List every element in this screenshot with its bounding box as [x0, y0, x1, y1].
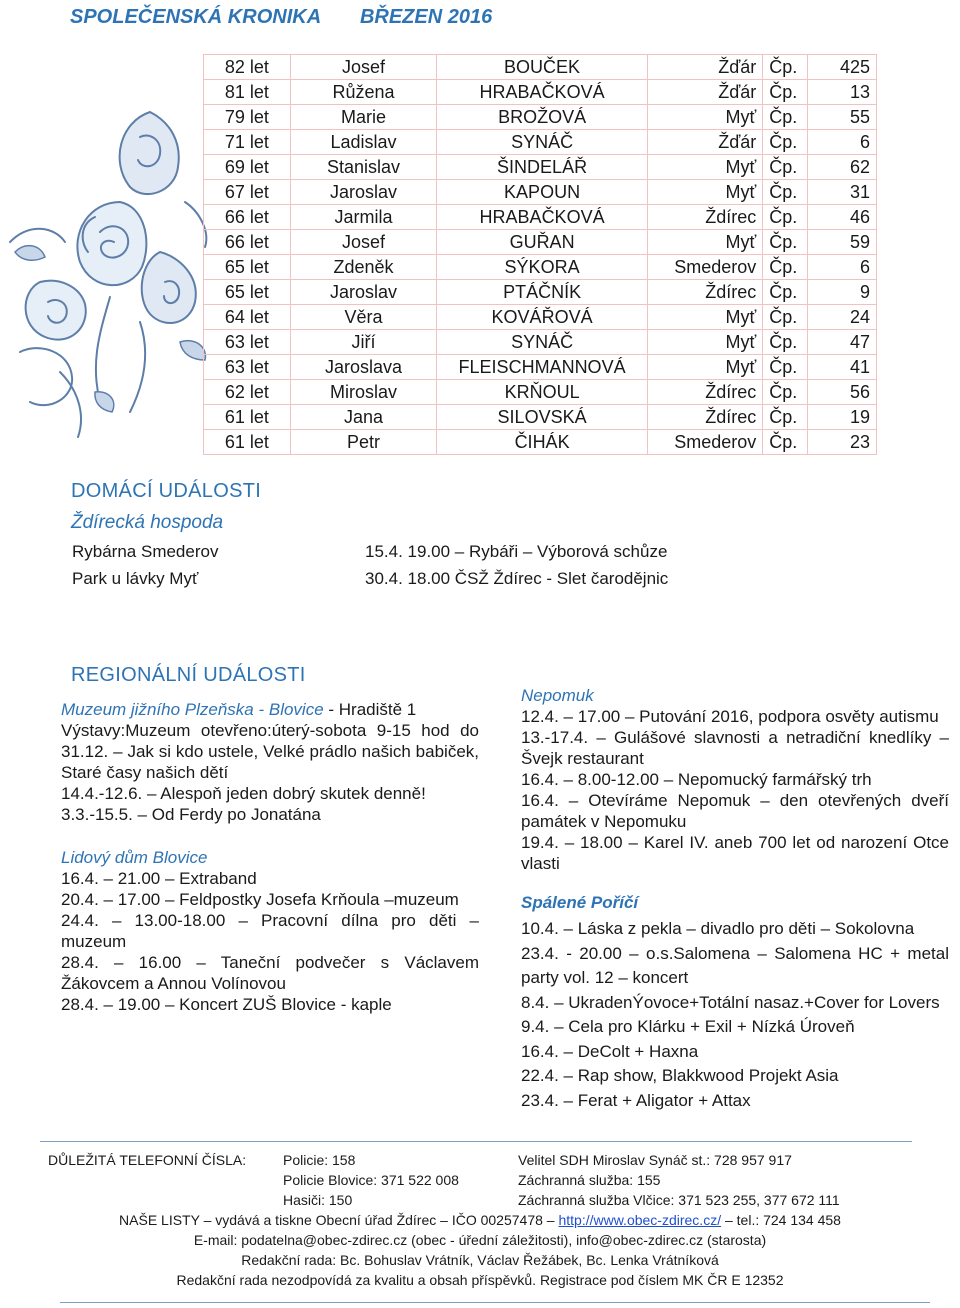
regional-left-column	[61, 699, 479, 1015]
birthday-row	[204, 55, 877, 80]
domestic-event: 30.4. 18.00 ČSŽ Ždírec - Slet čarodějnic	[365, 569, 669, 588]
age-cell: 82 let	[204, 55, 291, 80]
museum-address: - Hradiště 1	[323, 700, 417, 719]
website-link[interactable]: http://www.obec-zdirec.cz/	[558, 1212, 722, 1228]
house-number-cell: 56	[807, 380, 876, 405]
age-cell: 63 let	[204, 355, 291, 380]
lidovy-dum-item: 24.4. – 13.00-18.00 – Pracovní dílna pro děti – muzeum	[61, 911, 479, 951]
cp-label-cell: Čp.	[763, 280, 808, 305]
age-cell: 65 let	[204, 255, 291, 280]
domestic-venue: Ždírecká hospoda	[71, 512, 224, 533]
first-name-cell: Stanislav	[290, 155, 437, 180]
town-cell: Smederov	[647, 430, 762, 455]
spalene-item: 22.4. – Rap show, Blakkwood Projekt Asia	[521, 1066, 839, 1085]
spalene-item: 16.4. – DeColt + Haxna	[521, 1041, 699, 1061]
cp-label-cell: Čp.	[763, 330, 808, 355]
phones-label: DŮLEŽITÁ TELEFONNÍ ČÍSLA:	[48, 1152, 247, 1168]
house-number-cell: 9	[807, 280, 876, 305]
lidovy-dum-item: 28.4. – 19.00 – Koncert ZUŠ Blovice - kaple	[61, 995, 392, 1014]
spalene-list	[521, 917, 949, 1113]
birthday-table	[203, 54, 877, 455]
email-line: E-mail: podatelna@obec-zdirec.cz (obec - úřední záležitosti), info@obec-zdirec.cz (starosta)	[193, 1232, 767, 1248]
birthday-row	[204, 255, 877, 280]
last-name-cell: FLEISCHMANNOVÁ	[437, 355, 648, 380]
age-cell: 81 let	[204, 80, 291, 105]
last-name-cell: SYNÁČ	[437, 330, 648, 355]
cp-label-cell: Čp.	[763, 355, 808, 380]
museum-line: 14.4.-12.6. – Alespoň jeden dobrý skutek denně!	[61, 784, 426, 803]
first-name-cell: Jana	[290, 405, 437, 430]
town-cell: Myť	[647, 305, 762, 330]
spalene-name: Spálené Poříčí	[521, 893, 639, 912]
nepomuk-item: 12.4. – 17.00 – Putování 2016, podpora osvěty autismu	[521, 707, 939, 726]
lidovy-dum-item: 20.4. – 17.00 – Feldpostky Josefa Krňoula –muzeum	[61, 890, 459, 909]
last-name-cell: SILOVSKÁ	[437, 405, 648, 430]
museum-title-line	[61, 699, 479, 720]
domestic-event: 15.4. 19.00 – Rybáři – Výborová schůze	[365, 542, 668, 561]
first-name-cell: Josef	[290, 55, 437, 80]
town-cell: Myť	[647, 230, 762, 255]
phone-entry: Velitel SDH Miroslav Synáč st.: 728 957 917	[518, 1152, 792, 1168]
first-name-cell: Jaroslav	[290, 280, 437, 305]
editorial-board: Redakční rada: Bc. Bohuslav Vrátník, Václav Řežábek, Bc. Lenka Vrátníková	[241, 1252, 719, 1268]
last-name-cell: BOUČEK	[437, 55, 648, 80]
disclaimer: Redakční rada nezodpovídá za kvalitu a obsah příspěvků. Registrace pod číslem MK ČR E 12352	[176, 1272, 784, 1288]
first-name-cell: Jaroslav	[290, 180, 437, 205]
lidovy-dum-item: 28.4. – 16.00 – Taneční podvečer s Václavem Žákovcem a Annou Volínovou	[61, 953, 479, 993]
age-cell: 63 let	[204, 330, 291, 355]
town-cell: Ždírec	[647, 205, 762, 230]
cp-label-cell: Čp.	[763, 380, 808, 405]
footer-divider-top	[40, 1141, 912, 1142]
domestic-place: Rybárna Smederov	[72, 542, 219, 561]
first-name-cell: Růžena	[290, 80, 437, 105]
birthday-row	[204, 355, 877, 380]
house-number-cell: 19	[807, 405, 876, 430]
age-cell: 67 let	[204, 180, 291, 205]
age-cell: 61 let	[204, 405, 291, 430]
town-cell: Smederov	[647, 255, 762, 280]
cp-label-cell: Čp.	[763, 180, 808, 205]
lidovy-dum-item: 16.4. – 21.00 – Extraband	[61, 869, 257, 888]
age-cell: 64 let	[204, 305, 291, 330]
chronicle-month: BŘEZEN 2016	[359, 6, 493, 28]
page-title	[70, 6, 492, 29]
nepomuk-item: 19.4. – 18.00 – Karel IV. aneb 700 let od narození Otce vlasti	[521, 833, 949, 873]
birthday-row	[204, 330, 877, 355]
age-cell: 61 let	[204, 430, 291, 455]
chronicle-title: SPOLEČENSKÁ KRONIKA	[70, 6, 321, 28]
house-number-cell: 62	[807, 155, 876, 180]
first-name-cell: Jaroslava	[290, 355, 437, 380]
museum-line: 3.3.-15.5. – Od Ferdy po Jonatána	[61, 805, 321, 824]
publisher-text: NAŠE LISTY – vydává a tiskne Obecní úřad Ždírec – IČO 00257478 –	[119, 1212, 559, 1228]
cp-label-cell: Čp.	[763, 155, 808, 180]
house-number-cell: 23	[807, 430, 876, 455]
first-name-cell: Josef	[290, 230, 437, 255]
first-name-cell: Petr	[290, 430, 437, 455]
first-name-cell: Jiří	[290, 330, 437, 355]
house-number-cell: 47	[807, 330, 876, 355]
cp-label-cell: Čp.	[763, 130, 808, 155]
last-name-cell: ČIHÁK	[437, 430, 648, 455]
last-name-cell: SÝKORA	[437, 255, 648, 280]
last-name-cell: GUŘAN	[437, 230, 648, 255]
cp-label-cell: Čp.	[763, 230, 808, 255]
cp-label-cell: Čp.	[763, 405, 808, 430]
cp-label-cell: Čp.	[763, 255, 808, 280]
phone-entry: Hasiči: 150	[283, 1192, 353, 1208]
house-number-cell: 24	[807, 305, 876, 330]
regional-heading: REGIONÁLNÍ UDÁLOSTI	[71, 664, 306, 686]
last-name-cell: BROŽOVÁ	[437, 105, 648, 130]
age-cell: 71 let	[204, 130, 291, 155]
age-cell: 79 let	[204, 105, 291, 130]
first-name-cell: Věra	[290, 305, 437, 330]
town-cell: Ždírec	[647, 380, 762, 405]
nepomuk-item: 16.4. – Otevíráme Nepomuk – den otevřených dveří památek v Nepomuku	[521, 791, 949, 831]
town-cell: Myť	[647, 355, 762, 380]
birthday-row	[204, 305, 877, 330]
house-number-cell: 31	[807, 180, 876, 205]
birthday-row	[204, 180, 877, 205]
spalene-item: 8.4. – UkradenÝovoce+Totální nasaz.+Cover for Lovers	[521, 992, 940, 1012]
cp-label-cell: Čp.	[763, 205, 808, 230]
publisher-phone: – tel.: 724 134 458	[721, 1212, 841, 1228]
birthday-row	[204, 80, 877, 105]
town-cell: Myť	[647, 105, 762, 130]
birthday-row	[204, 105, 877, 130]
nepomuk-item: 13.-17.4. – Gulášové slavnosti a netradiční knedlíky – Švejk restaurant	[521, 728, 949, 768]
museum-text: Výstavy:Muzeum otevřeno:úterý-sobota 9-15 hod do 31.12. – Jak si kdo ustele, Velké prádlo našich babiček, Staré časy našich dětí	[61, 721, 479, 782]
house-number-cell: 55	[807, 105, 876, 130]
birthday-row	[204, 380, 877, 405]
cp-label-cell: Čp.	[763, 55, 808, 80]
birthday-row	[204, 130, 877, 155]
birthday-row	[204, 430, 877, 455]
last-name-cell: KOVÁŘOVÁ	[437, 305, 648, 330]
first-name-cell: Marie	[290, 105, 437, 130]
age-cell: 62 let	[204, 380, 291, 405]
town-cell: Myť	[647, 330, 762, 355]
first-name-cell: Miroslav	[290, 380, 437, 405]
birthday-row	[204, 155, 877, 180]
nepomuk-list	[521, 706, 949, 874]
last-name-cell: SYNÁČ	[437, 130, 648, 155]
cp-label-cell: Čp.	[763, 80, 808, 105]
age-cell: 66 let	[204, 205, 291, 230]
last-name-cell: KRŇOUL	[437, 380, 648, 405]
cp-label-cell: Čp.	[763, 430, 808, 455]
house-number-cell: 41	[807, 355, 876, 380]
house-number-cell: 6	[807, 255, 876, 280]
first-name-cell: Ladislav	[290, 130, 437, 155]
phone-entry: Policie: 158	[283, 1152, 356, 1168]
lidovy-dum-name: Lidový dům Blovice	[61, 848, 208, 867]
town-cell: Žďár	[647, 55, 762, 80]
last-name-cell: HRABAČKOVÁ	[437, 80, 648, 105]
cp-label-cell: Čp.	[763, 305, 808, 330]
last-name-cell: ŠINDELÁŘ	[437, 155, 648, 180]
nepomuk-name: Nepomuk	[521, 686, 594, 705]
domestic-heading: DOMÁCÍ UDÁLOSTI	[71, 480, 262, 502]
age-cell: 65 let	[204, 280, 291, 305]
regional-right-column	[521, 685, 949, 1113]
last-name-cell: KAPOUN	[437, 180, 648, 205]
town-cell: Žďár	[647, 80, 762, 105]
last-name-cell: HRABAČKOVÁ	[437, 205, 648, 230]
birthday-row	[204, 230, 877, 255]
nepomuk-item: 16.4. – 8.00-12.00 – Nepomucký farmářský trh	[521, 770, 872, 789]
house-number-cell: 425	[807, 55, 876, 80]
cp-label-cell: Čp.	[763, 105, 808, 130]
town-cell: Žďár	[647, 130, 762, 155]
domestic-place: Park u lávky Myť	[72, 569, 199, 588]
town-cell: Myť	[647, 155, 762, 180]
spalene-item: 9.4. – Cela pro Klárku + Exil + Nízká Úroveň	[521, 1017, 855, 1036]
rose-illustration	[0, 92, 225, 447]
house-number-cell: 13	[807, 80, 876, 105]
phone-entry: Záchranná služba Vlčice: 371 523 255, 377 672 111	[518, 1192, 840, 1208]
phone-entry: Policie Blovice: 371 522 008	[283, 1172, 459, 1188]
last-name-cell: PTÁČNÍK	[437, 280, 648, 305]
age-cell: 69 let	[204, 155, 291, 180]
town-cell: Myť	[647, 180, 762, 205]
spalene-item: 23.4. - 20.00 – o.s.Salomena – Salomena HC + metal party vol. 12 – koncert	[521, 943, 949, 987]
house-number-cell: 46	[807, 205, 876, 230]
lidovy-dum-list	[61, 868, 479, 1015]
first-name-cell: Zdeněk	[290, 255, 437, 280]
house-number-cell: 59	[807, 230, 876, 255]
house-number-cell: 6	[807, 130, 876, 155]
phone-entry: Záchranná služba: 155	[518, 1172, 661, 1188]
birthday-row	[204, 280, 877, 305]
footer-divider-bottom	[60, 1302, 930, 1303]
town-cell: Ždírec	[647, 405, 762, 430]
spalene-item: 23.4. – Ferat + Aligator + Attax	[521, 1090, 751, 1110]
town-cell: Ždírec	[647, 280, 762, 305]
age-cell: 66 let	[204, 230, 291, 255]
museum-name: Muzeum jižního Plzeňska - Blovice	[61, 700, 324, 719]
birthday-row	[204, 405, 877, 430]
spalene-item: 10.4. – Láska z pekla – divadlo pro děti – Sokolovna	[521, 919, 915, 938]
birthday-row	[204, 205, 877, 230]
first-name-cell: Jarmila	[290, 205, 437, 230]
publisher-line	[0, 1210, 960, 1230]
